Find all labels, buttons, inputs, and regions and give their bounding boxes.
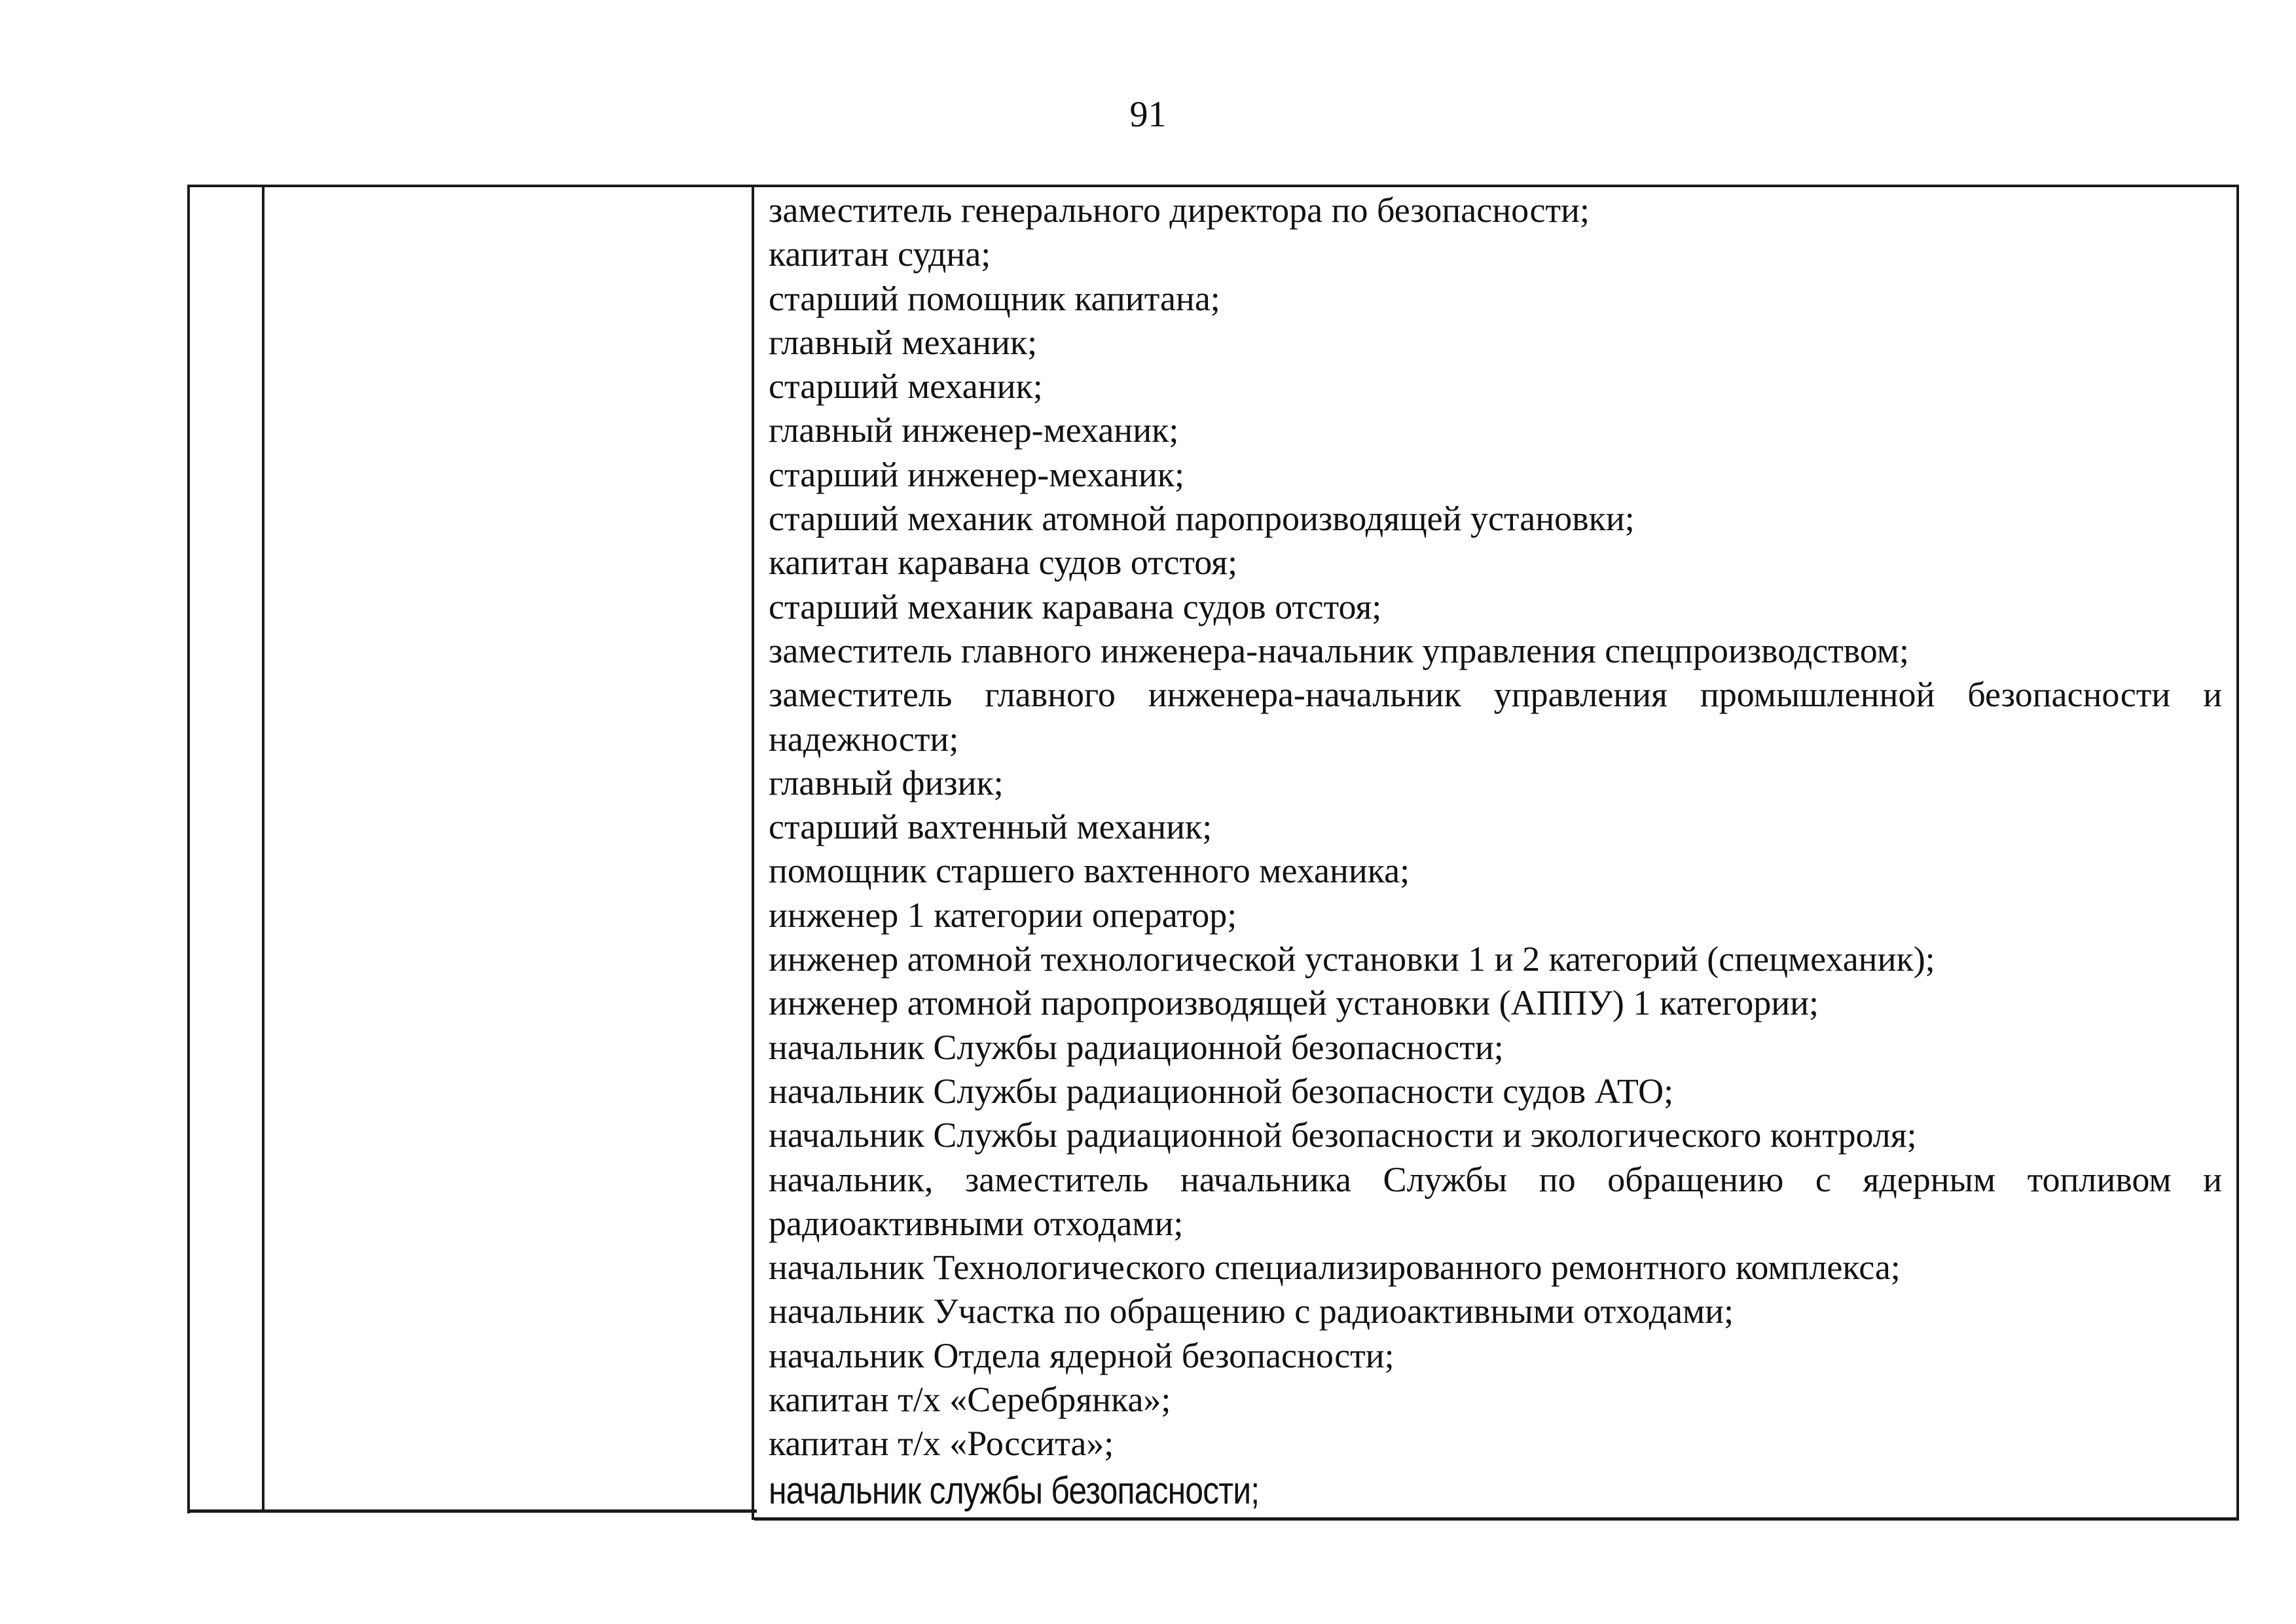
position-entry: капитан т/х «Россита»;: [769, 1424, 1114, 1464]
position-entry: начальник Службы радиационной безопасности и экологического контроля;: [769, 1115, 1917, 1155]
table-column-divider-1: [262, 185, 264, 1512]
position-entry: помощник старшего вахтенного механика;: [769, 851, 1410, 891]
position-entry: заместитель главного инженера-начальник управления спецпроизводством;: [769, 630, 1909, 670]
position-entry: капитан каравана судов отстоя;: [769, 543, 1238, 583]
table-column-divider-2: [752, 185, 754, 1520]
position-entry: начальник службы безопасности;: [769, 1469, 1260, 1512]
position-entry: старший вахтенный механик;: [769, 807, 1212, 847]
position-entry: начальник Технологического специализированного ремонтного комплекса;: [769, 1248, 1901, 1288]
position-entry: старший механик;: [769, 367, 1043, 406]
position-entry: начальник Отдела ядерной безопасности;: [769, 1335, 1394, 1375]
position-entry: начальник Службы радиационной безопасности;: [769, 1027, 1504, 1067]
position-entry: начальник Участка по обращению с радиоактивными отходами;: [769, 1291, 1734, 1331]
position-entry: инженер атомной технологической установки 1 и 2 категорий (спецмеханик);: [769, 939, 1935, 979]
position-entry: старший механик каравана судов отстоя;: [769, 586, 1382, 626]
table-right-border: [2236, 185, 2239, 1520]
position-entry: главный физик;: [769, 763, 1004, 803]
position-entry: главный механик;: [769, 322, 1038, 362]
position-entry: капитан судна;: [769, 234, 991, 274]
position-entry: старший механик атомной паропроизводящей установки;: [769, 499, 1635, 539]
position-entry: заместитель генерального директора по безопасности;: [769, 190, 1590, 230]
position-entry: заместитель главного инженера-начальник управления промышленной безопасности и надежности;: [769, 675, 2222, 759]
position-entry: старший инженер-механик;: [769, 454, 1185, 494]
positions-list: [769, 189, 2222, 1513]
position-entry: начальник Службы радиационной безопасности судов АТО;: [769, 1071, 1674, 1111]
position-entry: старший помощник капитана;: [769, 278, 1220, 318]
table-bottom-border-right: [754, 1517, 2239, 1521]
position-entry: главный инженер-механик;: [769, 410, 1179, 450]
table-bottom-border-left: [187, 1509, 757, 1513]
position-entry: инженер атомной паропроизводящей установки (АППУ) 1 категории;: [769, 983, 1819, 1023]
position-entry: инженер 1 категории оператор;: [769, 895, 1237, 935]
position-entry: капитан т/х «Серебрянка»;: [769, 1380, 1171, 1420]
position-entry: начальник, заместитель начальника Службы по обращению с ядерным топливом и радиоактивными отходами;: [769, 1159, 2222, 1243]
page-number: 91: [1129, 94, 1167, 135]
